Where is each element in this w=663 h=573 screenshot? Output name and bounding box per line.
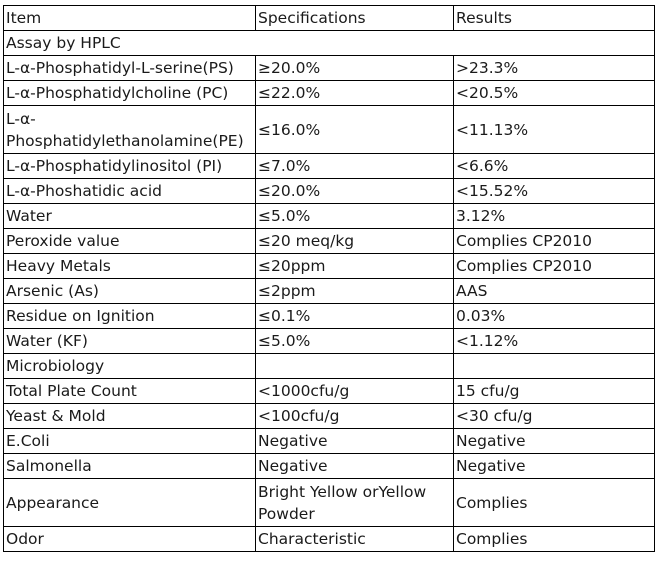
result-cell: AAS [454,279,655,304]
result-cell: 0.03% [454,304,655,329]
item-cell: Microbiology [4,354,256,379]
spec-cell: ≤16.0% [256,106,454,154]
table-header-row [4,6,655,31]
table-row [4,106,655,154]
table-body [4,31,655,552]
item-cell: Residue on Ignition [4,304,256,329]
spec-cell: <1000cfu/g [256,379,454,404]
spec-cell: Characteristic [256,527,454,552]
item-cell: Heavy Metals [4,254,256,279]
item-cell: Peroxide value [4,229,256,254]
spec-cell [256,354,454,379]
table-row [4,354,655,379]
result-cell: <30 cfu/g [454,404,655,429]
table-row [4,81,655,106]
result-cell: 3.12% [454,204,655,229]
spec-cell: Negative [256,429,454,454]
item-cell: Total Plate Count [4,379,256,404]
spec-cell: <100cfu/g [256,404,454,429]
table-row [4,56,655,81]
table-row [4,404,655,429]
table-row [4,429,655,454]
result-cell: Negative [454,454,655,479]
table-row [4,379,655,404]
spec-cell: ≤7.0% [256,154,454,179]
result-cell [454,354,655,379]
item-cell: Water [4,204,256,229]
item-cell: Yeast & Mold [4,404,256,429]
result-cell: <1.12% [454,329,655,354]
item-cell: L-α-Phosphatidylcholine (PC) [4,81,256,106]
result-cell: Complies CP2010 [454,254,655,279]
table-row [4,254,655,279]
spec-cell: ≤20ppm [256,254,454,279]
result-cell: Complies [454,527,655,552]
spec-cell: ≤5.0% [256,329,454,354]
table-row [4,179,655,204]
item-cell: L-α-Phosphatidyl-L-serine(PS) [4,56,256,81]
spec-cell: ≤20 meq/kg [256,229,454,254]
item-cell: Water (KF) [4,329,256,354]
result-cell: >23.3% [454,56,655,81]
table-row [4,304,655,329]
table-row [4,329,655,354]
spec-cell: ≤0.1% [256,304,454,329]
result-cell: <15.52% [454,179,655,204]
table-row [4,479,655,527]
spec-cell: Bright Yellow orYellow Powder [256,479,454,527]
item-cell: L-α-Phoshatidic acid [4,179,256,204]
result-cell: 15 cfu/g [454,379,655,404]
spec-cell: ≤2ppm [256,279,454,304]
section-label: Assay by HPLC [4,31,655,56]
result-cell: Complies CP2010 [454,229,655,254]
result-cell: <6.6% [454,154,655,179]
section-row [4,31,655,56]
specification-table [3,5,655,552]
spec-cell: Negative [256,454,454,479]
result-cell: Complies [454,479,655,527]
table-row [4,454,655,479]
table-row [4,279,655,304]
item-cell: E.Coli [4,429,256,454]
item-cell: Salmonella [4,454,256,479]
header-specifications: Specifications [256,6,454,31]
item-cell: Odor [4,527,256,552]
header-item: Item [4,6,256,31]
item-cell: L-α-Phosphatidylinositol (PI) [4,154,256,179]
item-cell: L-α-Phosphatidylethanolamine(PE) [4,106,256,154]
spec-cell: ≤20.0% [256,179,454,204]
item-cell: Arsenic (As) [4,279,256,304]
spec-cell: ≥20.0% [256,56,454,81]
item-cell: Appearance [4,479,256,527]
table-row [4,229,655,254]
table-row [4,527,655,552]
table-row [4,204,655,229]
header-results: Results [454,6,655,31]
result-cell: <11.13% [454,106,655,154]
spec-cell: ≤5.0% [256,204,454,229]
result-cell: Negative [454,429,655,454]
table-row [4,154,655,179]
result-cell: <20.5% [454,81,655,106]
spec-cell: ≤22.0% [256,81,454,106]
